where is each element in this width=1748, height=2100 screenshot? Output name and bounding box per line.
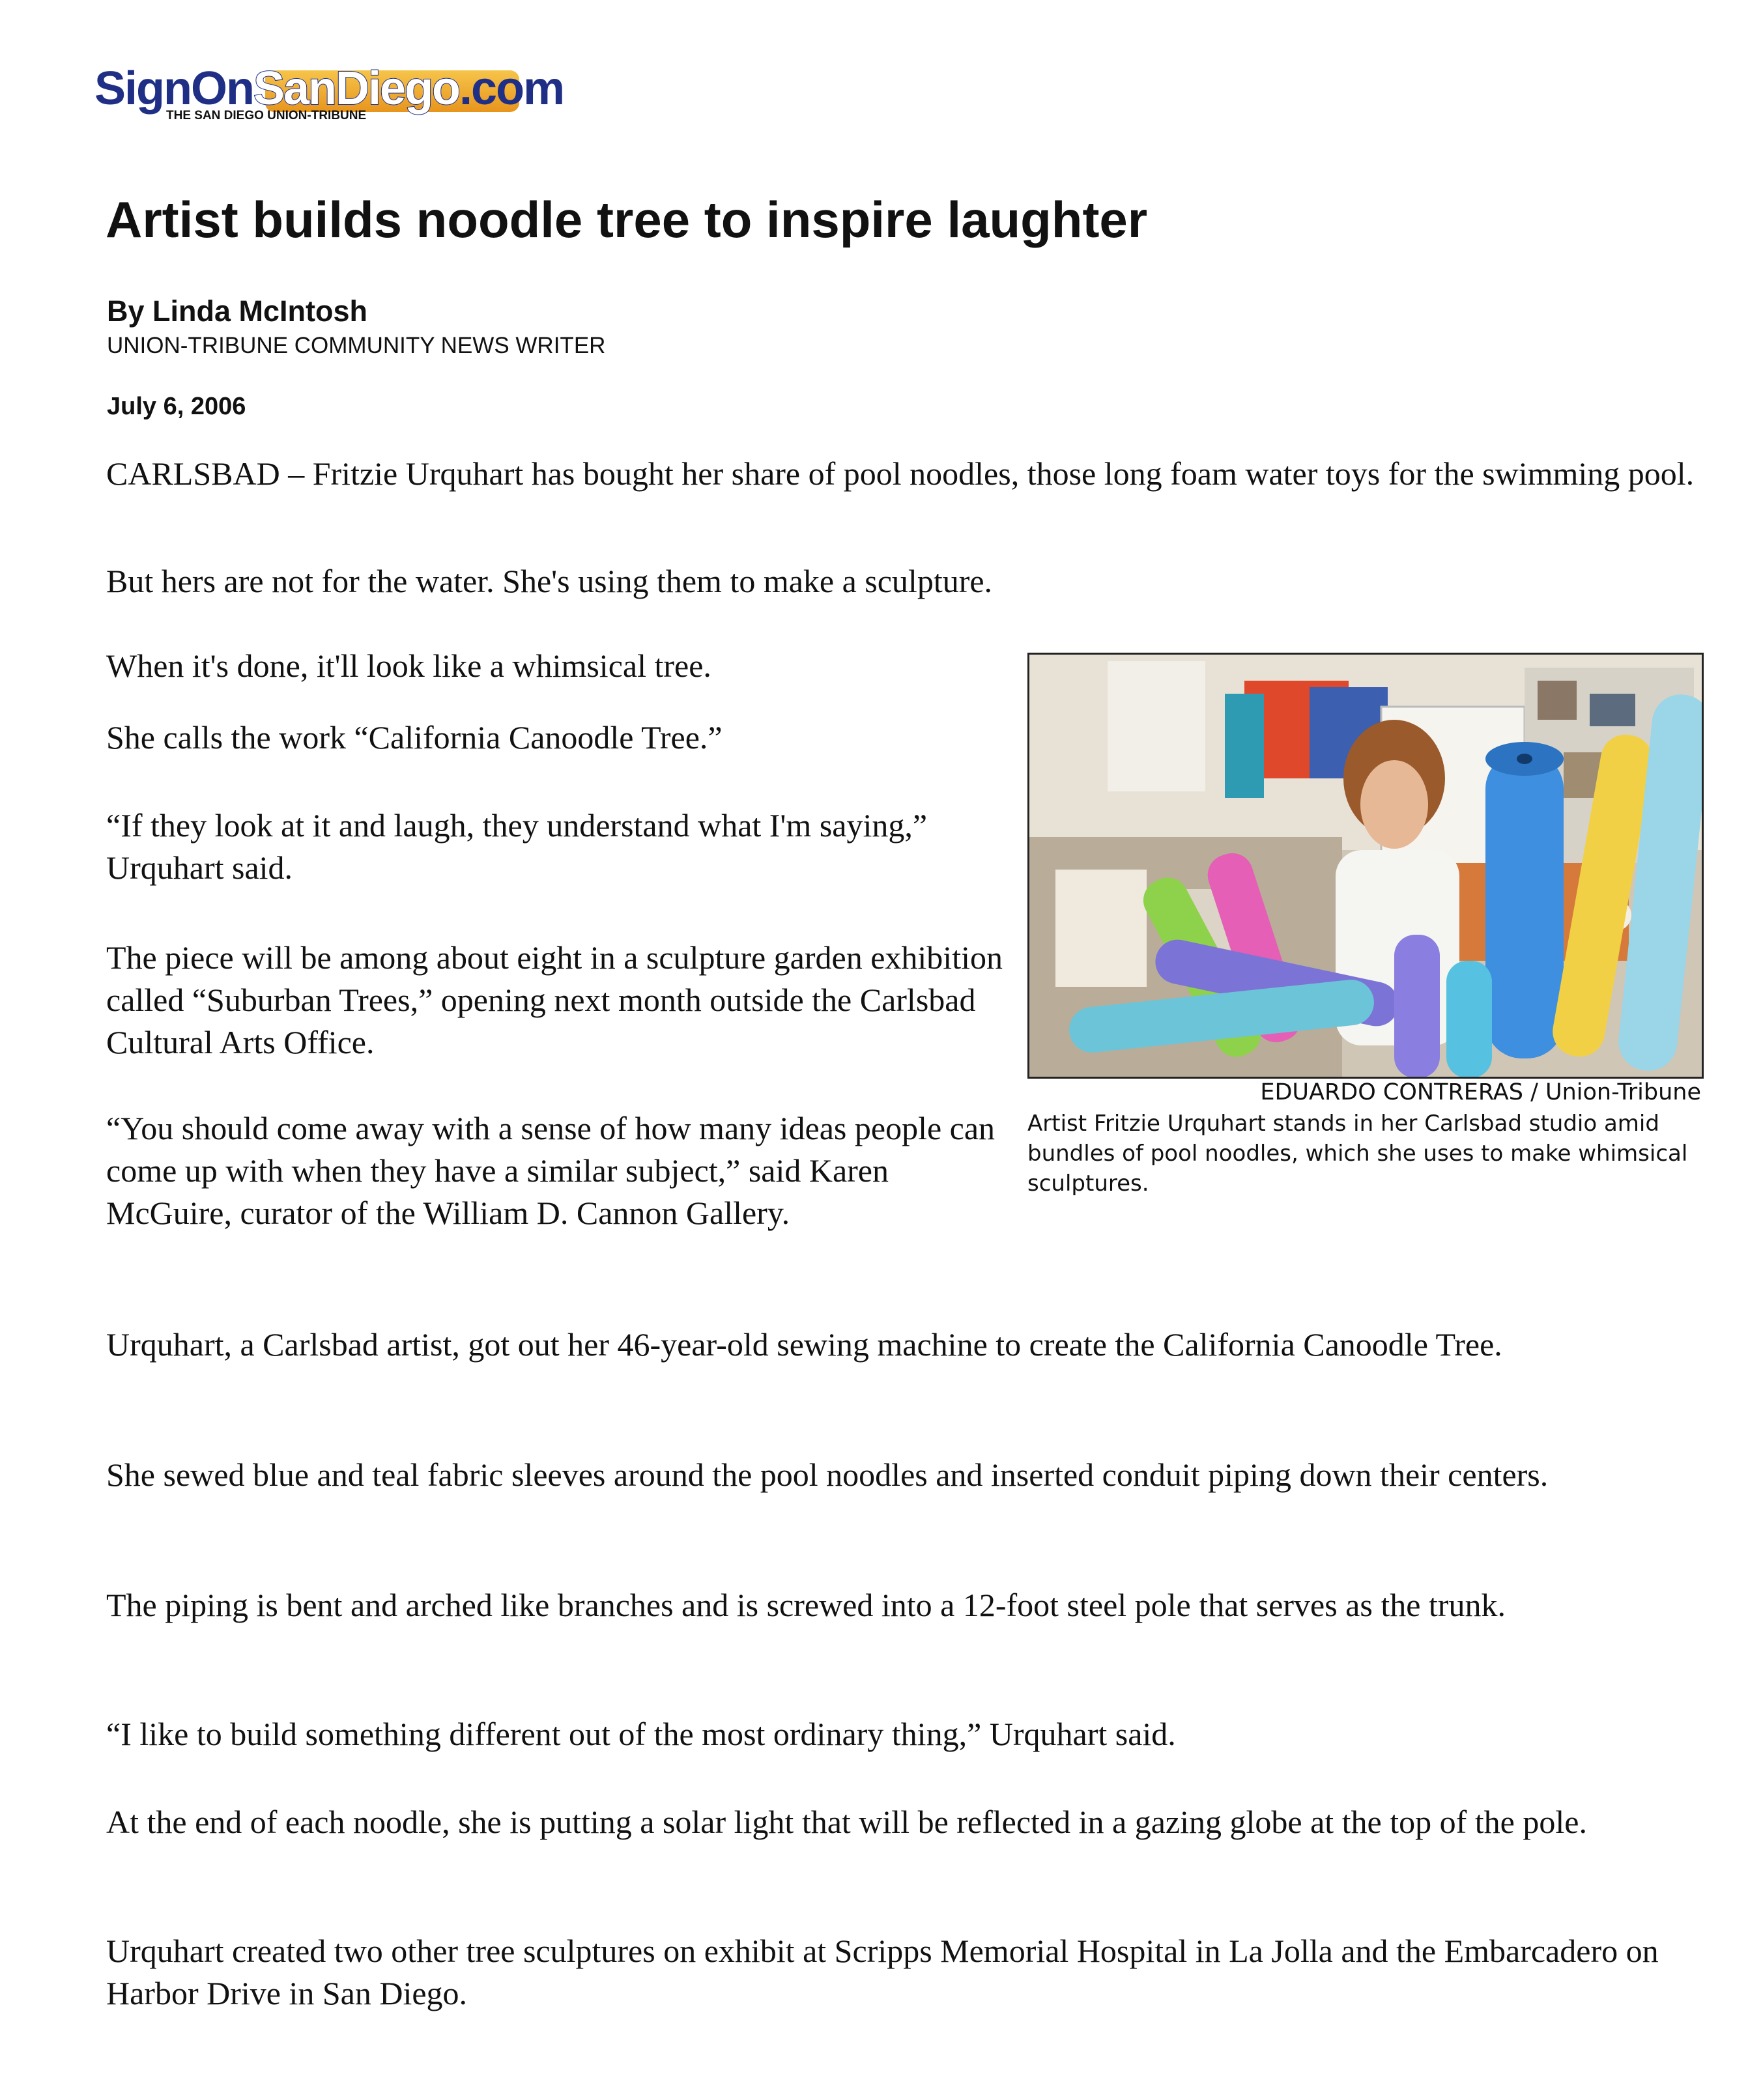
logo-wordmark (94, 63, 564, 115)
paragraph: She sewed blue and teal fabric sleeves around the pool noodles and inserted conduit piping down their centers. (106, 1456, 1549, 1493)
paragraph: But hers are not for the water. She's using them to make a sculpture. (106, 563, 993, 599)
paragraph: “I like to build something different out of the most ordinary thing,” Urquhart said. (106, 1716, 1176, 1752)
logo-san-diego: SanDiego (253, 63, 460, 115)
article-byline: By Linda McIntosh (107, 294, 368, 328)
logo-sign-on: SignOn (94, 63, 253, 115)
article-photo (1027, 653, 1704, 1079)
article-headline: Artist builds noodle tree to inspire laughter (106, 191, 1148, 248)
paragraph: Urquhart created two other tree sculptures on exhibit at Scripps Memorial Hospital in La Jolla and the Embarcadero on Harbor Drive in San Diego. (106, 1933, 1659, 2011)
photo-credit: EDUARDO CONTRERAS / Union-Tribune (1260, 1079, 1701, 1105)
paragraph: CARLSBAD – Fritzie Urquhart has bought her share of pool noodles, those long foam water toys for the swimming pool. (106, 455, 1695, 492)
paragraph: “If they look at it and laugh, they understand what I'm saying,” Urquhart said. (106, 807, 928, 886)
studio-photo-illustration (1029, 655, 1702, 1077)
photo-caption: Artist Fritzie Urquhart stands in her Carlsbad studio amid bundles of pool noodles, which she uses to make whimsical sculptures. (1027, 1111, 1688, 1197)
paragraph: When it's done, it'll look like a whimsical tree. (106, 647, 711, 684)
paragraph: Urquhart, a Carlsbad artist, got out her 46-year-old sewing machine to create the California Canoodle Tree. (106, 1326, 1502, 1363)
caption-rule (1027, 1077, 1704, 1079)
paragraph: The piping is bent and arched like branches and is screwed into a 12-foot steel pole that serves as the trunk. (106, 1587, 1506, 1623)
logo-tagline: THE SAN DIEGO UNION-TRIBUNE (166, 109, 367, 122)
paragraph: The piece will be among about eight in a sculpture garden exhibition called “Suburban Trees,” opening next month outside the Carlsbad Cultural Arts Office. (106, 939, 1003, 1060)
article-date: July 6, 2006 (107, 393, 246, 420)
logo-dot-com: .com (459, 63, 564, 115)
site-logo[interactable] (94, 65, 603, 127)
paragraph: “You should come away with a sense of how many ideas people can come up with when they have a similar subject,” said Karen McGuire, curator of the William D. Cannon Gallery. (106, 1110, 996, 1231)
paragraph: She calls the work “California Canoodle Tree.” (106, 719, 723, 756)
byline-role: UNION-TRIBUNE COMMUNITY NEWS WRITER (107, 333, 606, 358)
paragraph: At the end of each noodle, she is putting a solar light that will be reflected in a gazing globe at the top of the pole. (106, 1804, 1587, 1840)
